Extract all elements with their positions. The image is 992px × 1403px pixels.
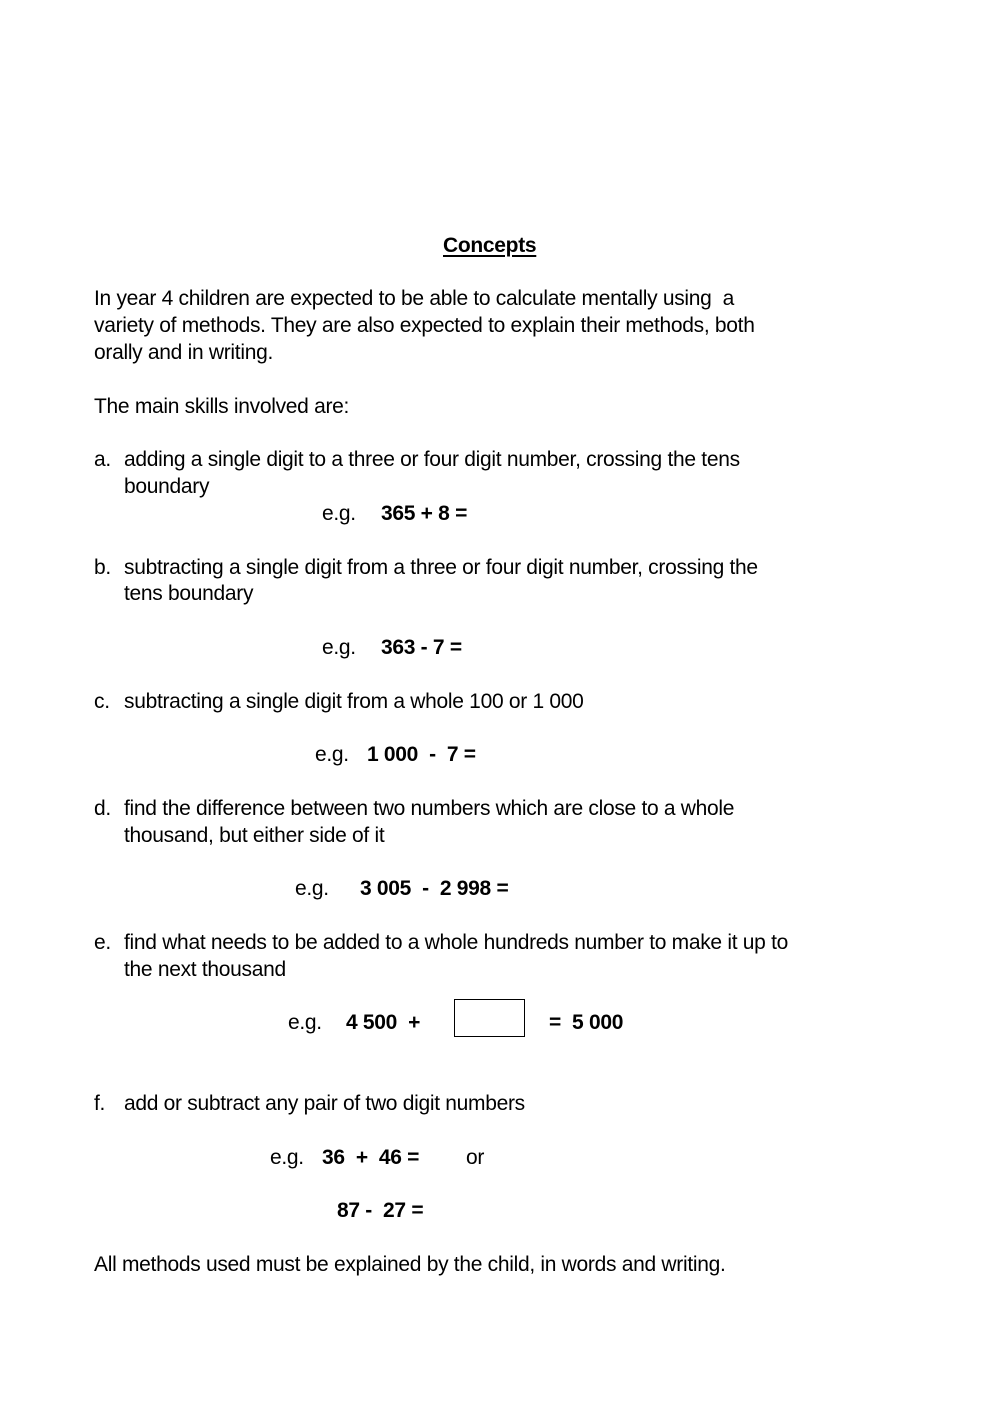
intro-line: orally and in writing. — [94, 341, 273, 364]
skill-text: find what needs to be added to a whole hundreds number to make it up to — [124, 931, 788, 954]
example-equation-right: = 5 000 — [549, 1011, 624, 1034]
list-marker: e. — [94, 931, 111, 954]
example-or: or — [466, 1146, 485, 1169]
example-equation: 1 000 - 7 = — [367, 743, 476, 766]
skill-text: subtracting a single digit from a three or four digit number, crossing the — [124, 556, 758, 579]
example-prefix: e.g. — [322, 502, 356, 525]
intro-line: In year 4 children are expected to be able to calculate mentally using a — [94, 287, 735, 310]
example-prefix: e.g. — [322, 636, 356, 659]
example-equation: 363 - 7 = — [381, 636, 462, 659]
skills-heading: The main skills involved are: — [94, 395, 350, 418]
skill-text: tens boundary — [124, 582, 254, 605]
list-marker: a. — [94, 448, 111, 471]
skill-text: boundary — [124, 475, 210, 498]
skill-text: adding a single digit to a three or four digit number, crossing the tens — [124, 448, 740, 471]
example-equation: 3 005 - 2 998 = — [360, 877, 509, 900]
list-marker: d. — [94, 797, 111, 820]
skill-text: subtracting a single digit from a whole 100 or 1 000 — [124, 690, 584, 713]
skill-text: add or subtract any pair of two digit numbers — [124, 1092, 525, 1115]
example-prefix: e.g. — [315, 743, 349, 766]
example-prefix: e.g. — [295, 877, 329, 900]
skill-text: find the difference between two numbers which are close to a whole — [124, 797, 735, 820]
example-prefix: e.g. — [288, 1011, 322, 1034]
intro-line: variety of methods. They are also expected to explain their methods, both — [94, 314, 755, 337]
skill-text: thousand, but either side of it — [124, 824, 385, 847]
list-marker: c. — [94, 690, 110, 713]
skill-text: the next thousand — [124, 958, 286, 981]
example-equation: 365 + 8 = — [381, 502, 468, 525]
answer-box — [454, 999, 525, 1037]
page-title: Concepts — [443, 234, 537, 257]
list-marker: f. — [94, 1092, 106, 1115]
example-prefix: e.g. — [270, 1146, 304, 1169]
example-equation-left: 4 500 + — [346, 1011, 421, 1034]
closing-statement: All methods used must be explained by the child, in words and writing. — [94, 1253, 726, 1276]
list-marker: b. — [94, 556, 111, 579]
example-equation-2: 87 - 27 = — [337, 1199, 424, 1222]
example-equation: 36 + 46 = — [322, 1146, 420, 1169]
